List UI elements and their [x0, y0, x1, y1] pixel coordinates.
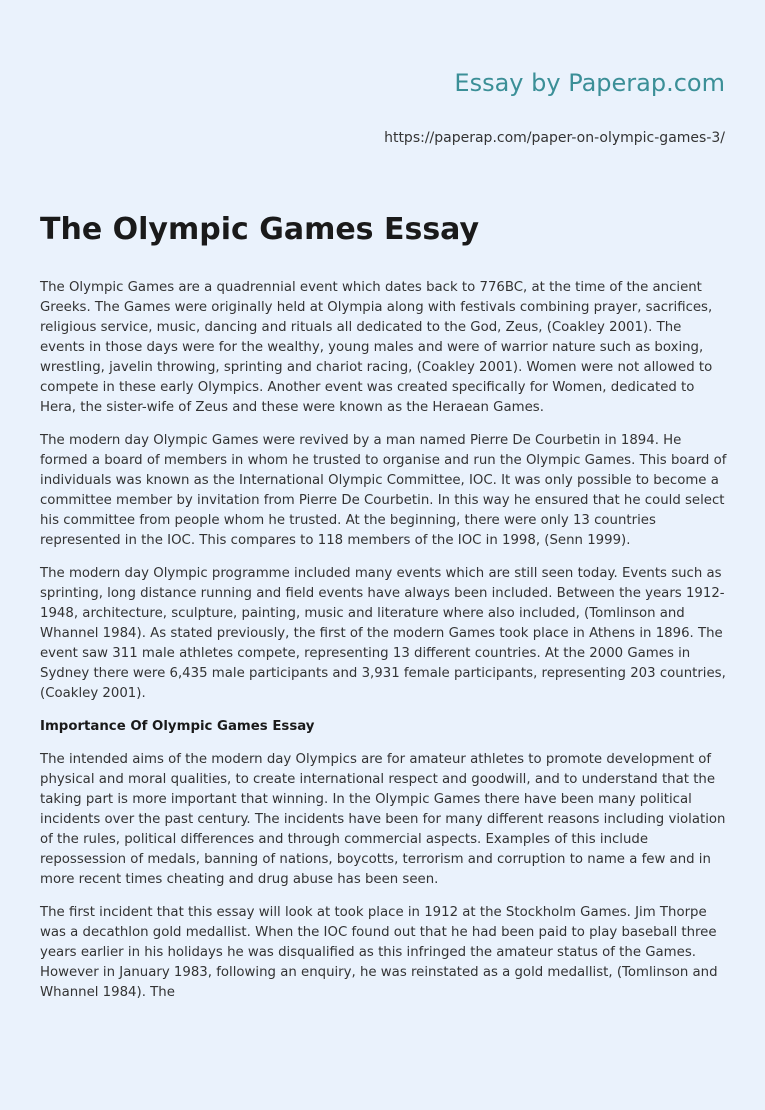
paragraph: The intended aims of the modern day Olympics are for amateur athletes to promote development of physical and moral qualities, to create international respect and goodwill, and to understand that the taking part is more important that winning. In the Olympic Games there have been many political incidents over the past century. The incidents have been for many different reasons including violation of the rules, political differences and through commercial aspects. Examples of this include repossession of medals, banning of nations, boycotts, terrorism and corruption to name a few and in more recent times cheating and drug abuse has been seen.	[40, 752, 726, 887]
paragraph: The modern day Olympic programme included many events which are still seen today. Events such as sprinting, long distance running and field events have always been included. Between the years 1912-1948, architecture, sculpture, painting, music and literature where also included, (Tomlinson and Whannel 1984). As stated previously, the first of the modern Games took place in Athens in 1896. The event saw 311 male athletes compete, representing 13 different countries. At the 2000 Games in Sydney there were 6,435 male participants and 3,931 female participants, representing 203 countries, (Coakley 2001).	[40, 566, 726, 701]
essay-body	[40, 278, 730, 1016]
paragraph: The first incident that this essay will look at took place in 1912 at the Stockholm Games. Jim Thorpe was a decathlon gold medallist. When the IOC found out that he had been paid to play baseball three years earlier in his holidays he was disqualified as this infringed the amateur status of the Games. However in January 1983, following an enquiry, he was reinstated as a gold medallist, (Tomlinson and Whannel 1984). The	[40, 905, 718, 1000]
section-subheading: Importance Of Olympic Games Essay	[40, 719, 315, 734]
site-brand-link[interactable]: Essay by Paperap.com	[454, 69, 725, 97]
source-url: https://paperap.com/paper-on-olympic-games-3/	[384, 130, 725, 146]
page-title: The Olympic Games Essay	[40, 212, 480, 247]
paragraph: The modern day Olympic Games were revived by a man named Pierre De Courbetin in 1894. He formed a board of members in whom he trusted to organise and run the Olympic Games. This board of individuals was known as the International Olympic Committee, IOC. It was only possible to become a committee member by invitation from Pierre De Courbetin. In this way he ensured that he could select his committee from people whom he trusted. At the beginning, there were only 13 countries represented in the IOC. This compares to 118 members of the IOC in 1998, (Senn 1999).	[40, 433, 727, 548]
paragraph: The Olympic Games are a quadrennial event which dates back to 776BC, at the time of the ancient Greeks. The Games were originally held at Olympia along with festivals combining prayer, sacrifices, religious service, music, dancing and rituals all dedicated to the God, Zeus, (Coakley 2001). The events in those days were for the wealthy, young males and were of warrior nature such as boxing, wrestling, javelin throwing, sprinting and chariot racing, (Coakley 2001). Women were not allowed to compete in these early Olympics. Another event was created specifically for Women, dedicated to Hera, the sister-wife of Zeus and these were known as the Heraean Games.	[40, 280, 713, 415]
